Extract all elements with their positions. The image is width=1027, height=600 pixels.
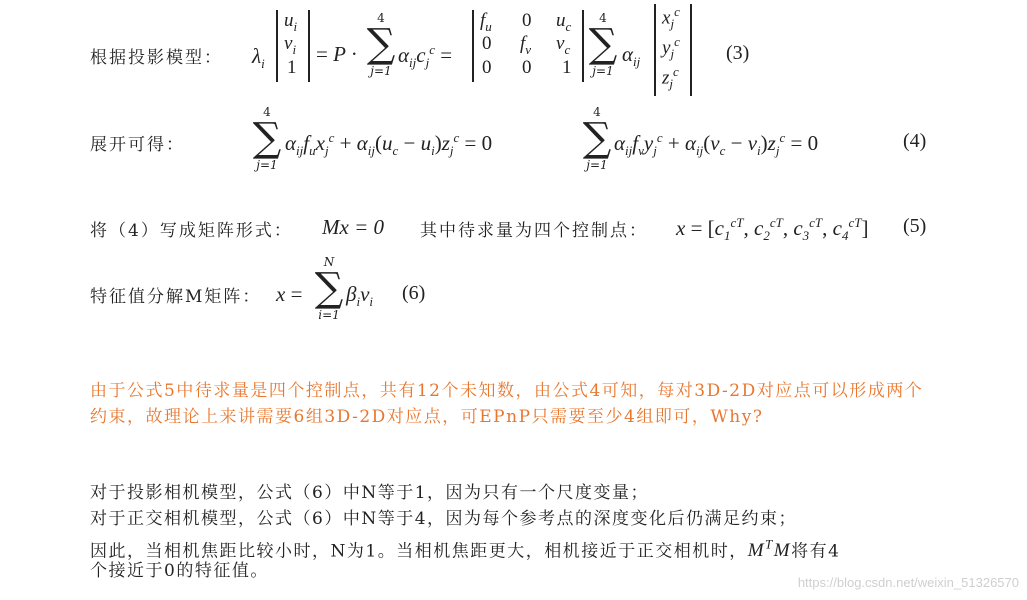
label-control-points: 其中待求量为四个控制点： xyxy=(420,221,648,241)
watermark: https://blog.csdn.net/weixin_51326570 xyxy=(797,575,1019,590)
sum-j-1-4-c: 4 ∑ j=1 xyxy=(252,105,282,172)
answer-line-4: 个接近于0的特征值。 xyxy=(90,561,269,581)
lambda-i: $\lambda_i$ xyxy=(252,44,265,72)
answer-line-2: 对于正交相机模型，公式（6）中N等于4，因为每个参考点的深度变化后仍满足约束； xyxy=(90,509,798,529)
question-paragraph: 由于公式5中待求量是四个控制点，共有12个未知数，由公式4可知，每对3D-2D对应点可以形成两个约束，故理论上来讲需要6组3D-2D对应点，可EPnP只需要至少4组即可，Why? xyxy=(90,381,924,427)
eq5-x-vector: $x = [c_1^{cT}$, $c_2^{cT}$, $c_3^{cT}$, $c_4^{cT}$] xyxy=(676,215,869,244)
label-expand: 展开可得： xyxy=(90,135,185,155)
alpha-ij: $\alpha_{ij}$ xyxy=(622,42,641,70)
eq6-beta-v: $\beta_iv_i$ xyxy=(346,282,374,310)
equals-P-dot: = P · xyxy=(316,42,358,66)
answer-line-1: 对于投影相机模型，公式（6）中N等于1，因为只有一个尺度变量； xyxy=(90,483,650,503)
equation-number-6: (6) xyxy=(402,282,426,304)
sum-j-1-4-a: 4 ∑ j=1 xyxy=(366,11,396,78)
label-projection-model: 根据投影模型： xyxy=(90,48,223,68)
label-matrix-form: 将（4）写成矩阵形式： xyxy=(90,221,293,241)
equation-number-3: (3) xyxy=(726,42,750,64)
answer-line-3a: 因此，当相机焦距比较小时，N为1。当相机焦距更大，相机接近于正交相机时， xyxy=(90,541,748,562)
sum-j-1-4-b: 4 ∑ j=1 xyxy=(588,11,618,78)
eq4-left: $\alpha_{ij}f_ux_j^c + \alpha_{ij}(u_c - u_i)z_j^c = 0$ xyxy=(285,130,493,159)
sum-j-1-4-d: 4 ∑ j=1 xyxy=(582,105,612,172)
label-eigen-decomp: 特征值分解M矩阵： xyxy=(90,287,262,307)
mtm-symbol: $M^TM$ xyxy=(747,537,792,562)
equation-number-5: (5) xyxy=(903,215,927,237)
answer-line-3b: 将有4 xyxy=(791,541,841,562)
eq5-mx: Mx = 0 xyxy=(322,215,384,239)
eq4-right: $\alpha_{ij}f_vy_j^c + \alpha_{ij}(v_c - v_i)z_j^c = 0$ xyxy=(614,130,819,159)
equation-number-4: (4) xyxy=(903,130,927,152)
eq6-x: x = xyxy=(276,282,303,306)
alpha-c-term: $\alpha_{ij}c_j^c$ = xyxy=(398,42,453,71)
sum-i-1-N: N ∑ i=1 xyxy=(314,255,344,322)
